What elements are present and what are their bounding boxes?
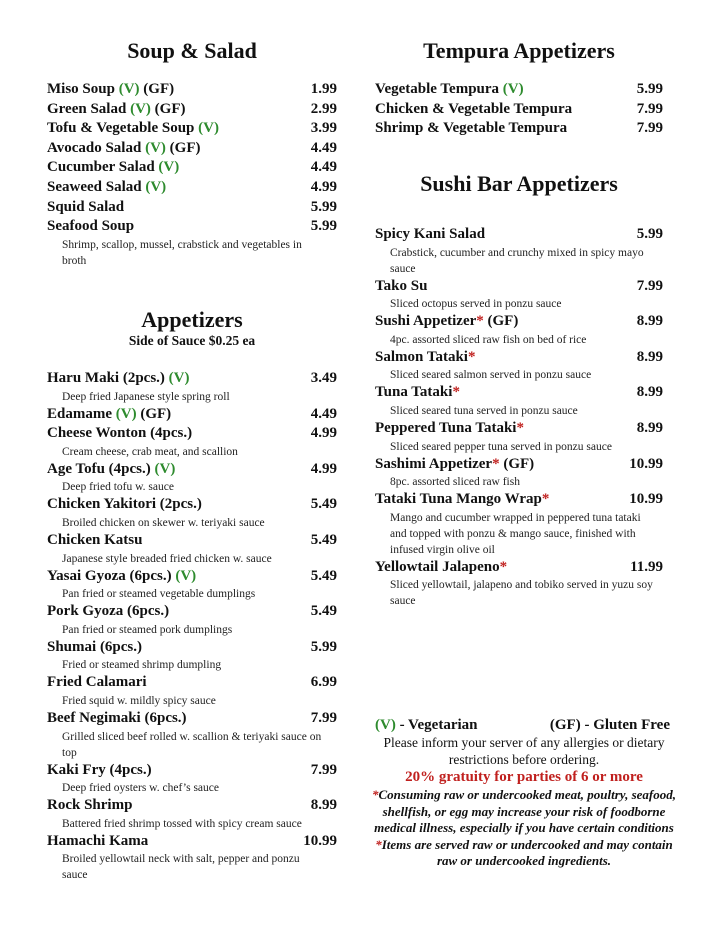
menu-item: [47, 761, 337, 797]
menu-item-description: Deep fried tofu w. sauce: [62, 481, 174, 494]
menu-item-title: [47, 796, 132, 816]
menu-item: [47, 673, 337, 709]
menu-item-price: 8.99: [636, 419, 663, 436]
gluten-free-badge: (GF): [154, 100, 186, 117]
menu-item: [47, 796, 337, 832]
vegetarian-badge: (V): [154, 460, 176, 477]
menu-item-description: Fried squid w. mildly spicy sauce: [62, 694, 216, 707]
menu-item-name: Pork Gyoza (6pcs.): [47, 603, 170, 620]
menu-item: [375, 80, 663, 100]
menu-item-title: [375, 455, 534, 475]
menu-item-title: [47, 761, 152, 781]
menu-item-title: [375, 312, 518, 332]
raw-food-warning: [372, 787, 676, 837]
menu-item-title: [47, 198, 124, 218]
menu-item-price: 8.99: [310, 797, 337, 814]
raw-food-warning-text: Consuming raw or undercooked meat, poultry, seafood, shellfish, or egg may increase your risk of foodborne medical illness, especially if you have certain conditions: [374, 787, 676, 835]
menu-item-row: [47, 673, 337, 693]
menu-item-price: 7.99: [636, 277, 663, 294]
menu-item-title: [47, 638, 142, 658]
raw-warning-star: *: [476, 313, 484, 330]
menu-item: [375, 348, 663, 384]
menu-item-description: Japanese style breaded fried chicken w. sauce: [62, 552, 272, 565]
menu-item-price: 5.49: [310, 603, 337, 620]
menu-item-price: 5.99: [636, 81, 663, 97]
vegetarian-badge: (V): [175, 567, 197, 584]
menu-item-row: [47, 405, 337, 425]
menu-item-price: 5.49: [310, 496, 337, 513]
menu-item-title: [375, 558, 507, 578]
menu-item-row: [47, 567, 337, 587]
menu-item-description: Deep fried Japanese style spring roll: [62, 390, 230, 403]
menu-item: [47, 119, 337, 139]
menu-item-description: Sliced octopus served in ponzu sauce: [390, 298, 562, 311]
menu-item-name: Cucumber Salad: [47, 159, 155, 176]
soup-salad-list: [47, 80, 337, 269]
menu-item-name: Tataki Tuna Mango Wrap: [375, 491, 542, 508]
menu-item-row: [375, 225, 663, 245]
menu-item-name: Avocado Salad: [47, 139, 142, 156]
menu-item-description: Sliced seared pepper tuna served in ponzu sauce: [390, 440, 612, 453]
legend-gluten-free: (GF) - Gluten Free: [549, 717, 670, 733]
menu-item-name: Kaki Fry (4pcs.): [47, 761, 152, 778]
raw-warning-star: *: [492, 455, 500, 472]
menu-item-title: [375, 225, 485, 245]
menu-item: [47, 100, 337, 120]
menu-item-price: 10.99: [629, 455, 663, 472]
menu-item: [47, 531, 337, 567]
menu-item-price: 4.99: [310, 178, 337, 195]
menu-item-title: [47, 178, 166, 198]
menu-item-description: Deep fried oysters w. chef’s sauce: [62, 782, 219, 795]
menu-item-price: 1.99: [310, 81, 337, 97]
menu-item: [375, 455, 663, 491]
menu-item-price: 4.99: [310, 425, 337, 442]
menu-item-name: Squid Salad: [47, 198, 125, 215]
menu-item-name: Miso Soup: [47, 81, 115, 97]
menu-item-name: Chicken Katsu: [47, 531, 143, 548]
menu-item-title: [47, 158, 179, 178]
menu-item-row: [47, 531, 337, 551]
menu-item-row: [47, 158, 337, 178]
soup-salad-section: [47, 38, 337, 269]
menu-item-title: [47, 567, 196, 587]
menu-item-title: [375, 490, 549, 510]
menu-item-title: [47, 495, 202, 515]
menu-item-price: 7.99: [636, 120, 663, 137]
legend-key-line: [372, 717, 676, 734]
menu-item-row: [375, 312, 663, 332]
menu-item: [47, 139, 337, 159]
menu-item-title: [47, 100, 185, 120]
menu-item: [47, 424, 337, 460]
appetizers-subtitle: Side of Sauce $0.25 ea: [128, 333, 256, 348]
menu-item-row: [47, 369, 337, 389]
menu-item-description: Sliced seared salmon served in ponzu sauce: [390, 369, 592, 382]
menu-item-row: [47, 100, 337, 120]
menu-item: [47, 158, 337, 178]
menu-item-row: [47, 709, 337, 729]
menu-item-description: Mango and cucumber wrapped in peppered tuna tataki and topped with ponzu & mango sauce, finished with infused virgin olive oil: [390, 511, 641, 556]
menu-item-description: Grilled sliced beef rolled w. scallion & teriyaki sauce on top: [62, 730, 322, 759]
menu-item-price: 8.99: [636, 348, 663, 365]
menu-item: [47, 709, 337, 761]
menu-item: [47, 198, 337, 218]
appetizers-list: [47, 369, 337, 883]
menu-item-title: [47, 602, 169, 622]
menu-item-title: [47, 119, 219, 139]
raw-warning-star: *: [452, 384, 460, 401]
menu-item-price: 7.99: [310, 709, 337, 726]
menu-item-name: Edamame: [47, 405, 112, 422]
menu-item-name: Shumai (6pcs.): [47, 638, 143, 655]
menu-item-name: Sashimi Appetizer: [375, 455, 493, 472]
menu-item-row: [47, 796, 337, 816]
legend-v-label: (V): [375, 717, 396, 733]
menu-item-name: Hamachi Kama: [47, 832, 149, 849]
sushi-bar-section: [375, 171, 663, 609]
menu-item: [47, 602, 337, 638]
appetizers-title: Appetizers: [141, 307, 243, 332]
menu-item: [47, 495, 337, 531]
menu-item-price: 5.99: [310, 638, 337, 655]
menu-item-row: [47, 119, 337, 139]
menu-item-title: [47, 832, 148, 852]
raw-items-warning: [372, 837, 676, 870]
menu-item-description: Sliced yellowtail, jalapeno and tobiko served in yuzu soy sauce: [390, 579, 653, 608]
menu-item: [375, 419, 663, 455]
vegetarian-badge: (V): [145, 178, 167, 195]
menu-item-row: [47, 832, 337, 852]
menu-item-title: [47, 709, 187, 729]
menu-item: [47, 832, 337, 884]
menu-item-title: [375, 348, 475, 368]
menu-item-price: 8.99: [636, 313, 663, 330]
menu-item-title: [47, 460, 175, 480]
gratuity-notice: 20% gratuity for parties of 6 or more: [405, 769, 643, 785]
vegetarian-badge: (V): [198, 120, 219, 137]
menu-item-name: Green Salad: [47, 100, 127, 117]
menu-item-row: [375, 277, 663, 297]
menu-item-name: Yasai Gyoza (6pcs.): [47, 567, 172, 584]
menu-item: [375, 277, 663, 313]
menu-item-price: 5.49: [310, 567, 337, 584]
menu-item-description: Broiled yellowtail neck with salt, pepper and ponzu sauce: [62, 853, 300, 882]
menu-item-title: [375, 119, 567, 139]
menu-item-description: 8pc. assorted sliced raw fish: [390, 476, 520, 489]
menu-item: [375, 558, 663, 610]
warning-star: *: [375, 836, 382, 852]
vegetarian-badge: (V): [145, 139, 166, 156]
menu-item-description: Battered fried shrimp tossed with spicy cream sauce: [62, 817, 302, 830]
menu-item: [47, 369, 337, 405]
gluten-free-badge: (GF): [487, 313, 519, 330]
menu-item: [47, 460, 337, 496]
menu-item-price: 10.99: [303, 832, 337, 849]
menu-item-row: [375, 119, 663, 139]
menu-item-price: 5.99: [310, 218, 337, 235]
sushi-bar-list: [375, 225, 663, 609]
menu-item-row: [375, 100, 663, 120]
menu-item-name: Rock Shrimp: [47, 797, 133, 814]
menu-item-title: [47, 139, 200, 159]
menu-item: [375, 383, 663, 419]
sushi-bar-title: Sushi Bar Appetizers: [420, 171, 618, 196]
menu-item-description: Broiled chicken on skewer w. teriyaki sauce: [62, 516, 265, 529]
menu-item-price: 7.99: [310, 761, 337, 778]
vegetarian-badge: (V): [115, 405, 137, 422]
menu-item-price: 5.49: [310, 531, 337, 548]
raw-items-warning-text: Items are served raw or undercooked and may contain raw or undercooked ingredients.: [381, 836, 673, 868]
menu-item-title: [375, 100, 572, 120]
tempura-section: [375, 38, 663, 139]
menu-item-title: [47, 217, 134, 237]
menu-item-price: 8.99: [636, 384, 663, 401]
menu-item-title: [47, 531, 142, 551]
soup-salad-title: Soup & Salad: [127, 38, 257, 63]
menu-item-price: 11.99: [630, 558, 663, 575]
menu-item-row: [375, 80, 663, 100]
menu-item-name: Shrimp & Vegetable Tempura: [375, 120, 568, 137]
raw-warning-star: *: [467, 348, 476, 365]
menu-item-name: Salmon Tataki: [375, 348, 468, 365]
menu-item-price: 4.49: [310, 159, 337, 176]
menu-item-name: Chicken Yakitori (2pcs.): [47, 496, 202, 513]
menu-item-name: Tofu & Vegetable Soup: [47, 120, 195, 137]
legend-v-text: - Vegetarian: [395, 717, 478, 733]
menu-legend: [372, 717, 676, 870]
menu-item-price: 3.99: [310, 120, 337, 137]
gluten-free-badge: (GF): [140, 405, 172, 422]
menu-item: [47, 217, 337, 269]
menu-item: [375, 119, 663, 139]
menu-item: [47, 638, 337, 674]
menu-item-title: [47, 80, 174, 100]
raw-warning-star: *: [541, 491, 550, 508]
menu-item: [375, 100, 663, 120]
menu-item-title: [375, 277, 427, 297]
menu-item-title: [375, 383, 460, 403]
menu-item-name: Chicken & Vegetable Tempura: [375, 100, 573, 117]
menu-item-price: 2.99: [310, 100, 337, 117]
gluten-free-badge: (GF): [503, 455, 535, 472]
menu-item-name: Tuna Tataki: [375, 384, 453, 401]
menu-item-price: 5.99: [310, 198, 337, 215]
menu-item-description: Sliced seared tuna served in ponzu sauce: [390, 404, 578, 417]
gluten-free-badge: (GF): [143, 81, 175, 97]
menu-item-description: Pan fried or steamed vegetable dumplings: [62, 588, 256, 601]
menu-item-row: [47, 178, 337, 198]
menu-item-title: [375, 419, 524, 439]
menu-item: [47, 178, 337, 198]
menu-item-name: Fried Calamari: [47, 674, 147, 691]
menu-item-name: Peppered Tuna Tataki: [375, 419, 517, 436]
menu-item-row: [375, 455, 663, 475]
tempura-title: Tempura Appetizers: [423, 38, 615, 63]
menu-item-name: Seaweed Salad: [47, 178, 142, 195]
raw-warning-star: *: [499, 558, 508, 575]
menu-item-description: Fried or steamed shrimp dumpling: [62, 659, 222, 672]
vegetarian-badge: (V): [130, 100, 151, 117]
menu-item-name: Age Tofu (4pcs.): [47, 460, 151, 477]
menu-item-title: [47, 673, 147, 693]
menu-item: [375, 312, 663, 348]
menu-item-row: [47, 198, 337, 218]
vegetarian-badge: (V): [168, 370, 190, 386]
menu-item-row: [47, 495, 337, 515]
menu-item: [375, 225, 663, 277]
allergy-notice: Please inform your server of any allergies or dietary restrictions before ordering.: [383, 735, 665, 767]
menu-item-row: [47, 761, 337, 781]
vegetarian-badge: (V): [502, 81, 524, 97]
menu-item-description: Cream cheese, crab meat, and scallion: [62, 445, 238, 458]
menu-item-name: Haru Maki (2pcs.): [47, 370, 165, 386]
menu-item-row: [375, 348, 663, 368]
menu-item: [47, 567, 337, 603]
menu-item-name: Vegetable Tempura: [375, 81, 500, 97]
menu-item-name: Tako Su: [375, 277, 428, 294]
tempura-list: [375, 80, 663, 139]
menu-item-price: 4.99: [310, 460, 337, 477]
menu-item-row: [375, 419, 663, 439]
menu-item-row: [47, 602, 337, 622]
menu-item-description: Crabstick, cucumber and crunchy mixed in spicy mayo sauce: [390, 246, 644, 275]
menu-item-title: [375, 80, 524, 100]
menu-item-name: Spicy Kani Salad: [375, 226, 486, 242]
menu-item-row: [375, 383, 663, 403]
menu-item: [375, 490, 663, 558]
gluten-free-badge: (GF): [169, 139, 201, 156]
menu-item-row: [47, 638, 337, 658]
menu-item-title: [47, 405, 171, 425]
menu-item-name: Yellowtail Jalapeno: [375, 558, 500, 575]
menu-item-name: Beef Negimaki (6pcs.): [47, 709, 187, 726]
menu-item-row: [47, 80, 337, 100]
menu-item-price: 4.49: [310, 139, 337, 156]
menu-item-name: Cheese Wonton (4pcs.): [47, 425, 193, 442]
menu-item-row: [47, 460, 337, 480]
legend-vegetarian: [375, 717, 478, 734]
menu-item-price: 6.99: [310, 674, 337, 691]
menu-item-row: [47, 139, 337, 159]
menu-item: [47, 405, 337, 425]
menu-item-title: [47, 424, 192, 444]
menu-item-price: 7.99: [636, 100, 663, 117]
vegetarian-badge: (V): [158, 159, 180, 176]
menu-item-row: [47, 217, 337, 237]
menu-item-row: [375, 558, 663, 578]
raw-warning-star: *: [516, 419, 524, 436]
menu-item-row: [47, 424, 337, 444]
warning-star: *: [372, 787, 379, 802]
menu-item-name: Sushi Appetizer: [375, 313, 477, 330]
menu-item-title: [47, 369, 190, 389]
menu-item-description: Shrimp, scallop, mussel, crabstick and vegetables in broth: [62, 238, 302, 267]
menu-item-price: 10.99: [629, 491, 663, 508]
vegetarian-badge: (V): [118, 81, 140, 97]
menu-item: [47, 80, 337, 100]
menu-item-price: 3.49: [310, 370, 337, 386]
menu-item-description: 4pc. assorted sliced raw fish on bed of rice: [390, 333, 587, 346]
menu-item-name: Seafood Soup: [47, 218, 135, 235]
appetizers-section: [47, 307, 337, 883]
menu-item-price: 4.49: [310, 405, 337, 422]
menu-item-price: 5.99: [636, 226, 663, 242]
menu-item-row: [375, 490, 663, 510]
menu-item-description: Pan fried or steamed pork dumplings: [62, 623, 233, 636]
